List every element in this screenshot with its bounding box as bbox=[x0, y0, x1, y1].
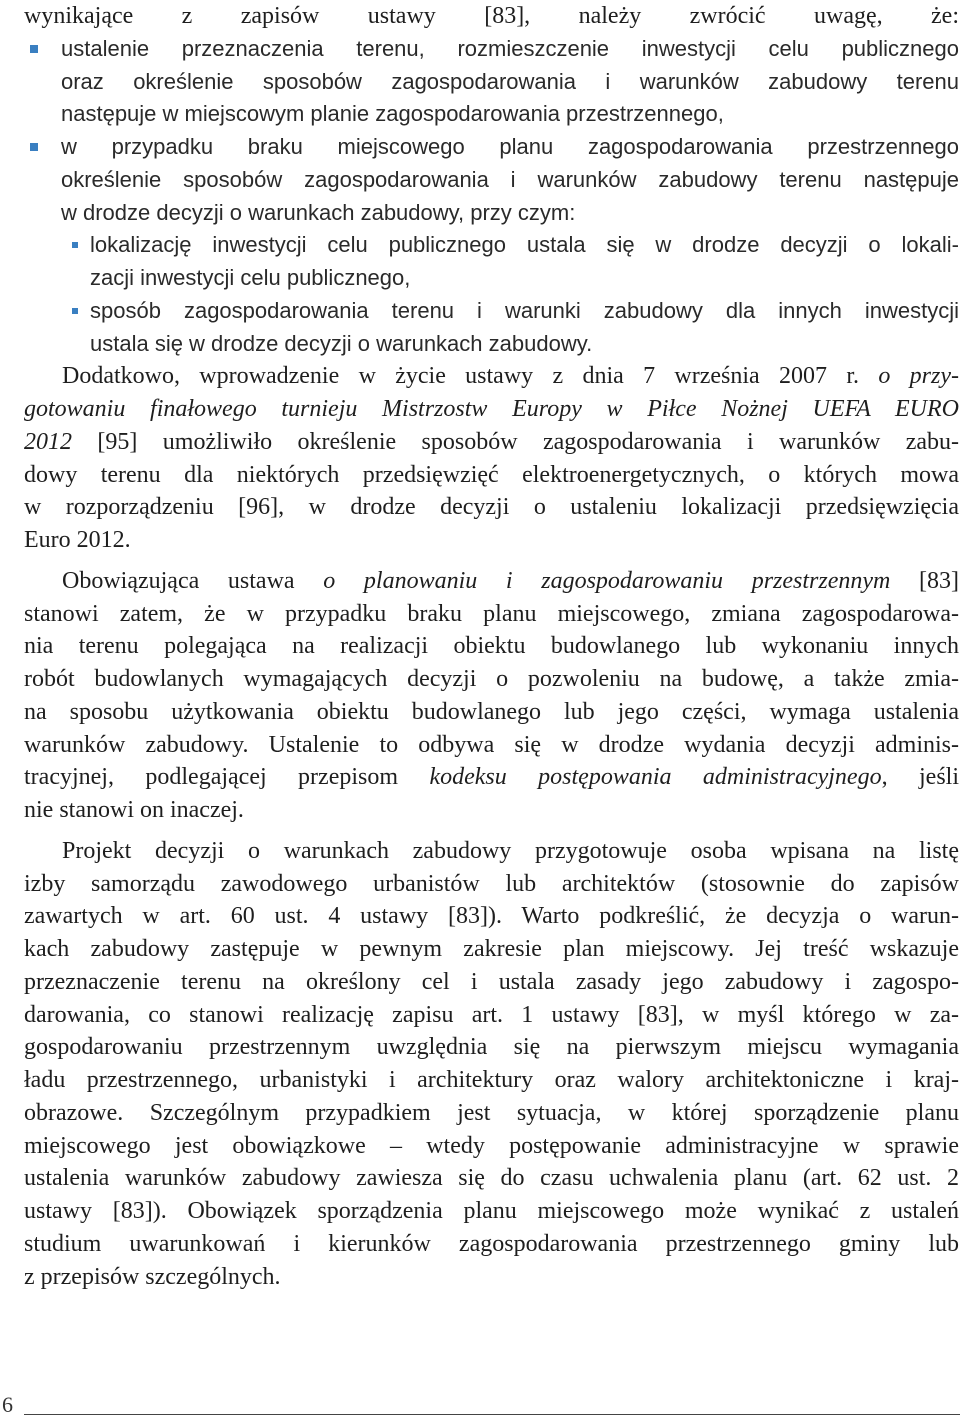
square-bullet-icon bbox=[30, 45, 38, 53]
paragraph-line: z przepisów szczególnych. bbox=[24, 1263, 281, 1290]
paragraph-line: Obowiązująca ustawa o planowaniu i zagospodarowaniu przestrzennym [83] bbox=[62, 567, 960, 594]
paragraph-line: zawartych w art. 60 ust. 4 ustawy [83]). Warto podkreślić, że decyzja o warun- bbox=[24, 903, 959, 930]
bullet-item-2-cont: określenie sposobów zagospodarowania i warunków zabudowy terenu następuje bbox=[61, 166, 959, 192]
paragraph-line: gotowaniu finałowego turnieju Mistrzostw Europy w Piłce Nożnej UEFA EURO bbox=[24, 396, 959, 422]
paragraph-line: nie stanowi on inaczej. bbox=[24, 797, 244, 823]
paragraph-line: ustalenia warunków zabudowy zawiesza się do czasu uchwalenia planu (art. 62 ust. 2 bbox=[24, 1165, 959, 1192]
paragraph-line: izby samorządu zawodowego urbanistów lub architektów (stosownie do zapisów bbox=[24, 870, 959, 897]
paragraph-line: miejscowego jest obowiązkowe – wtedy postępowanie administracyjne w sprawie bbox=[24, 1132, 959, 1159]
paragraph-line: stanowi zatem, że w przypadku braku planu miejscowego, zmiana zagospodarowa- bbox=[24, 600, 959, 627]
paragraph-line: w rozporządzeniu [96], w drodze decyzji o ustaleniu lokalizacji przedsięwzięcia bbox=[24, 494, 959, 521]
subbullet-item-2-cont: ustala się w drodze decyzji o warunkach zabudowy. bbox=[90, 330, 593, 356]
small-square-bullet-icon bbox=[72, 242, 78, 248]
subbullet-item-2: sposób zagospodarowania terenu i warunki zabudowy dla innych inwestycji bbox=[24, 295, 959, 328]
paragraph-line: studium uwarunkowań i kierunków zagospodarowania przestrzennego gminy lub bbox=[24, 1230, 959, 1257]
paragraph-line: dowy terenu dla niektórych przedsięwzięć elektroenergetycznych, o których mowa bbox=[24, 461, 959, 488]
paragraph-line: gospodarowaniu przestrzennym uwzględnia się na pierwszym miejscu wymagania bbox=[24, 1034, 959, 1061]
small-square-bullet-icon bbox=[72, 308, 78, 314]
paragraph-line: warunków zabudowy. Ustalenie to odbywa się w drodze wydania decyzji adminis- bbox=[24, 731, 959, 758]
bullet-item-1-cont: oraz określenie sposobów zagospodarowania i warunków zabudowy terenu bbox=[61, 68, 959, 94]
paragraph-line: przeznaczenie terenu na określony cel i ustala zasady jego zabudowy i zagospo- bbox=[24, 968, 959, 995]
paragraph-line: Dodatkowo, wprowadzenie w życie ustawy z dnia 7 września 2007 r. o przy- bbox=[62, 363, 960, 390]
square-bullet-icon bbox=[30, 143, 38, 151]
paragraph-line: obrazowe. Szczególnym przypadkiem jest sytuacja, w której sporządzenie planu bbox=[24, 1099, 959, 1126]
paragraph-line: tracyjnej, podlegającej przepisom kodeksu postępowania administracyjnego, jeśli bbox=[24, 764, 959, 791]
paragraph-line: na sposobu użytkowania obiektu budowlanego lub jego części, wymaga ustalenia bbox=[24, 698, 959, 725]
subbullet-item-1: lokalizację inwestycji celu publicznego ustala się w drodze decyzji o lokali- bbox=[24, 229, 959, 262]
paragraph-line: ładu przestrzennego, urbanistyki i architektury oraz walory architektoniczne i kraj- bbox=[24, 1067, 959, 1093]
paragraph-line: Euro 2012. bbox=[24, 527, 131, 553]
bullet-item-1-cont: następuje w miejscowym planie zagospodarowania przestrzennego, bbox=[61, 101, 724, 127]
bullet-item-1: ustalenie przeznaczenia terenu, rozmieszczenie inwestycji celu publicznego bbox=[24, 33, 959, 66]
footer-rule bbox=[24, 1414, 960, 1415]
paragraph-line: 2012 [95] umożliwiło określenie sposobów zagospodarowania i warunków zabu- bbox=[24, 428, 960, 455]
page-body bbox=[24, 0, 959, 1293]
paragraph-line: Projekt decyzji o warunkach zabudowy przygotowuje osoba wpisana na listę bbox=[62, 837, 959, 864]
paragraph-line: darowania, co stanowi realizację zapisu art. 1 ustawy [83], w myśl którego w za- bbox=[24, 1001, 959, 1028]
bullet-item-2: w przypadku braku miejscowego planu zagospodarowania przestrzennego bbox=[24, 131, 959, 164]
page-number: 6 bbox=[2, 1392, 13, 1417]
paragraph-line: ustawy [83]). Obowiązek sporządzenia planu miejscowego może wynikać z ustaleń bbox=[24, 1198, 959, 1224]
paragraph-line: kach zabudowy zastępuje w pewnym zakresie plan miejscowy. Jej treść wskazuje bbox=[24, 936, 959, 962]
intro-line: wynikające z zapisów ustawy [83], należy zwrócić uwagę, że: bbox=[24, 3, 959, 29]
page-footer bbox=[0, 1392, 960, 1422]
bullet-item-2-cont: w drodze decyzji o warunkach zabudowy, przy czym: bbox=[61, 199, 576, 225]
subbullet-item-1-cont: zacji inwestycji celu publicznego, bbox=[90, 265, 411, 290]
paragraph-line: robót budowlanych wymagających decyzji o pozwoleniu na budowę, a także zmia- bbox=[24, 666, 959, 692]
paragraph-line: nia terenu polegająca na realizacji obiektu budowlanego lub wykonaniu innych bbox=[24, 633, 959, 660]
